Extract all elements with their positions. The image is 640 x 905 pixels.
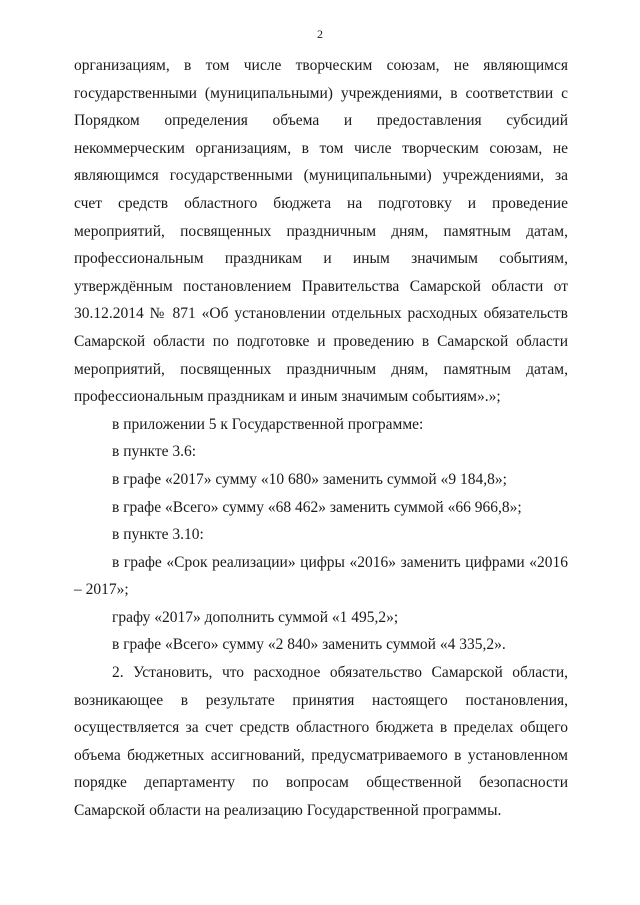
document-body <box>74 52 568 825</box>
page-number: 2 <box>317 27 323 41</box>
paragraph-continuation: организациям, в том числе творческим союзам, не являющимся государственными (муниципальными) учреждениями, в соответствии с Порядком определения объема и предоставления субсидий некоммерческим организациям, в том числе творческим союзам, не являющимся государственными (муниципальными) учреждениями, за счет средств областного бюджета на подготовку и проведение мероприятий, посвященных праздничным дням, памятным датам, профессиональным праздникам и иным значимым событиям, утверждённым постановлением Правительства Самарской области от 30.12.2014 № 871 «Об установлении отдельных расходных обязательств Самарской области по подготовке и проведению в Самарской области мероприятий, посвященных праздничным дням, памятным датам, профессиональным праздникам и иным значимым событиям».»; <box>74 57 568 406</box>
paragraph-item-3-10-total: в графе «Всего» сумму «2 840» заменить суммой «4 335,2». <box>112 636 506 654</box>
paragraph-item-3-6-total: в графе «Всего» сумму «68 462» заменить суммой «66 966,8»; <box>112 498 522 516</box>
paragraph-item-3-10-2017: графу «2017» дополнить суммой «1 495,2»; <box>112 608 399 626</box>
paragraph-appendix-5: в приложении 5 к Государственной программе: <box>112 415 424 433</box>
paragraph-item-3-6-2017: в графе «2017» сумму «10 680» заменить суммой «9 184,8»; <box>112 470 507 488</box>
paragraph-item-3-10: в пункте 3.10: <box>112 526 204 544</box>
paragraph-point-2: 2. Установить, что расходное обязательство Самарской области, возникающее в результате принятия настоящего постановления, осуществляется за счет средств областного бюджета в пределах общего объема бюджетных ассигнований, предусматриваемого в установленном порядке департаменту по вопросам общественной безопасности Самарской области на реализацию Государственной программы. <box>74 664 568 820</box>
paragraph-item-3-6: в пункте 3.6: <box>112 443 197 461</box>
paragraph-item-3-10-period: в графе «Срок реализации» цифры «2016» заменить цифрами «2016 – 2017»; <box>74 553 568 599</box>
